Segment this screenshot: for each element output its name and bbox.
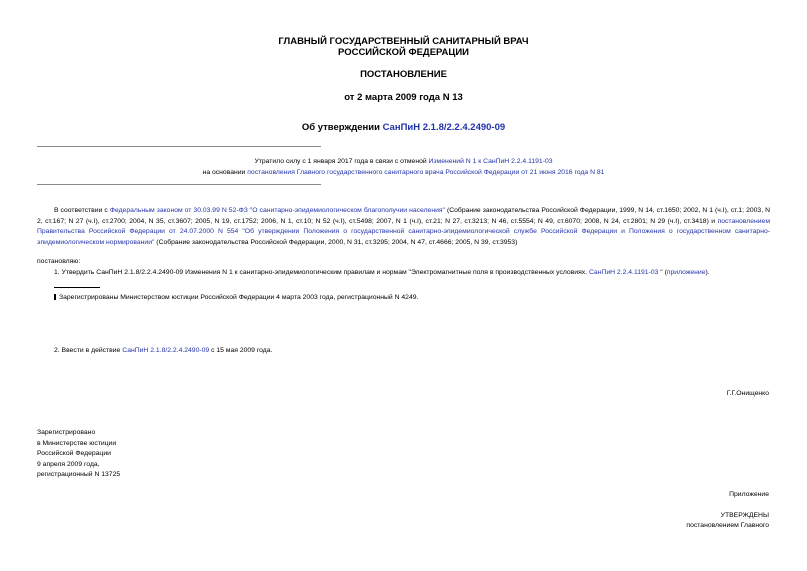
status-line-1	[0, 157, 807, 167]
status-line-1-link[interactable]: Изменений N 1 к СанПиН 2.2.4.1191-03	[428, 158, 553, 165]
appendix-label: Приложение	[729, 491, 769, 498]
document-subject	[0, 122, 807, 134]
status-bottom-divider	[37, 184, 321, 185]
footnote	[54, 293, 418, 304]
status-top-divider	[37, 146, 321, 147]
item-2-text-1: 2. Ввести в действие	[54, 347, 123, 354]
footnote-text: Зарегистрированы Министерством юстиции Российской Федерации 4 марта 2003 года, регистрационный N 4249.	[59, 294, 419, 301]
registration-line: Российской Федерации	[37, 450, 111, 457]
document-date-number: от 2 марта 2009 года N 13	[344, 92, 463, 103]
item-1-text-3: ).	[705, 269, 710, 276]
status-line-2	[0, 168, 807, 178]
preamble-text-1: В соответствии с	[54, 207, 110, 214]
item-1-text-2: " (	[658, 269, 667, 276]
registration-line: Зарегистрировано	[37, 429, 96, 436]
government-decree-link[interactable]: постановлением Правительства Российской Федерации от 24.07.2000 N 554 "Об утверждении Положения о государственной санитарно-эпидемиологической службе Российской Федерации и Положения о государственном санитарно-эпидемиологическом нормировании"	[37, 217, 770, 246]
issuer-title: ГЛАВНЫЙ ГОСУДАРСТВЕННЫЙ САНИТАРНЫЙ ВРАЧ	[278, 36, 529, 47]
approved-by: постановлением Главного	[686, 522, 769, 529]
registration-line: 9 апреля 2009 года,	[37, 460, 100, 468]
status-line-2-text: на основании	[202, 169, 248, 176]
sanpin-2490-link[interactable]: СанПиН 2.1.8/2.2.4.2490-09	[122, 347, 210, 354]
registration-line: регистрационный N 13725	[37, 471, 121, 478]
appendix-link[interactable]: приложение	[666, 269, 706, 276]
item-2-text-2: с 15 мая 2009 года.	[209, 347, 273, 354]
issuer-subtitle: РОССИЙСКОЙ ФЕДЕРАЦИИ	[337, 47, 469, 58]
item-1	[54, 268, 770, 279]
footnote-marker	[54, 294, 56, 300]
status-line-1-text: Утратило силу с 1 января 2017 года в связи с отменой	[254, 158, 429, 165]
subject-link[interactable]: СанПиН 2.1.8/2.2.4.2490-09	[382, 122, 506, 133]
item-2	[54, 346, 272, 357]
status-line-2-link[interactable]: постановления Главного государственного санитарного врача Российской Федерации от 21 июня 2016 года N 81	[247, 169, 605, 176]
sanpin-1191-link[interactable]: СанПиН 2.2.4.1191-03	[588, 269, 659, 276]
document-type: ПОСТАНОВЛЕНИЕ	[360, 69, 447, 80]
signature: Г.Г.Онищенко	[726, 390, 769, 397]
subject-prefix: Об утверждении	[301, 122, 383, 133]
approved-label: УТВЕРЖДЕНЫ	[720, 512, 769, 519]
federal-law-link[interactable]: Федеральным законом от 30.03.99 N 52-ФЗ "О санитарно-эпидемиологическом благополучии населения"	[109, 207, 445, 214]
footnote-divider	[54, 287, 100, 288]
preamble-text-2: (Собрание законодательства Российской Федерации, 1999, N 14, ст.1650; 2002, N 1 (ч.I), ст.1; 2003, N 2, ст.167; N 27 (ч.I), ст.2700; 2004, N 35, ст.3607; 2005, N 19, ст.1752; 2006, N 1, ст.10; N 52 (ч.I), ст.5498; 2007, N 1 (ч.I), ст.21; N 27, ст.3213; N 46, ст.5554; N 49, ст.6070; 2008, N 24, ст.2801; N 29 (ч.I), ст.3418) и	[37, 207, 770, 225]
preamble-text-3: (Собрание законодательства Российской Федерации, 2000, N 31, ст.3295; 2004, N 47, ст.4666; 2005, N 39, ст.3953)	[154, 238, 518, 246]
registration-line: в Министерстве юстиции	[37, 439, 117, 447]
resolve-label: постановляю:	[37, 258, 81, 265]
item-1-text-1: 1. Утвердить СанПиН 2.1.8/2.2.4.2490-09 Изменения N 1 к санитарно-эпидемиологическим правилам и нормам "Электромагнитные поля в производственных условиях.	[54, 269, 589, 276]
preamble-paragraph	[37, 206, 770, 248]
registration-block	[37, 428, 120, 481]
